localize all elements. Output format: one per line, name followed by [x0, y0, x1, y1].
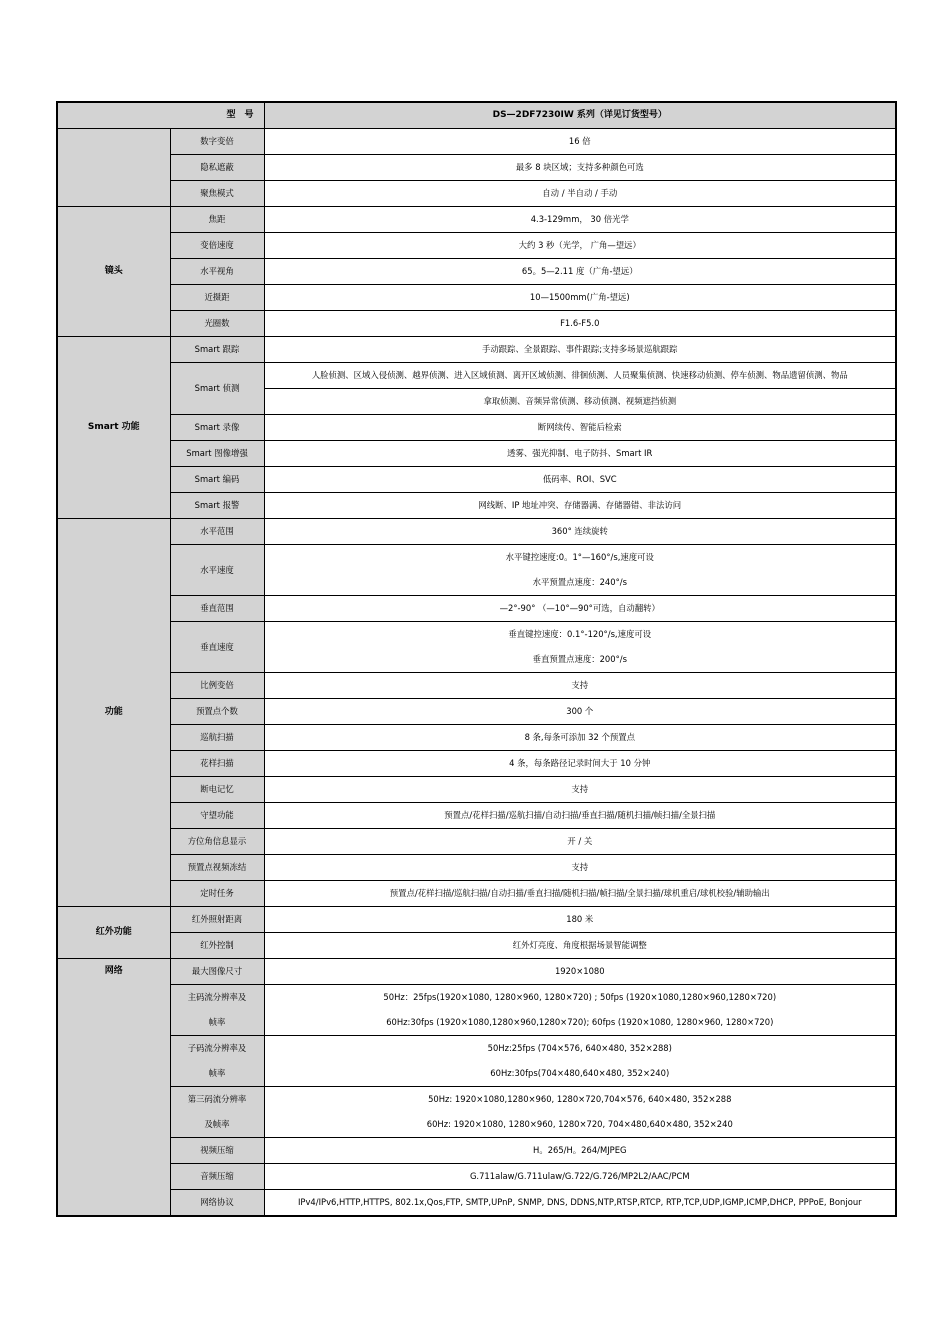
row-label-line2: 帧率 — [170, 1010, 264, 1036]
row-label: 巡航扫描 — [170, 725, 264, 751]
row-value: 透雾、强光抑制、电子防抖、Smart IR — [264, 441, 896, 467]
category-lens-blank — [57, 129, 170, 207]
category-function: 功能 — [57, 519, 170, 907]
table-row — [57, 959, 896, 985]
row-label: 预置点个数 — [170, 699, 264, 725]
row-value: 360° 连续旋转 — [264, 519, 896, 545]
row-value-line2: 60Hz: 1920×1080, 1280×960, 1280×720, 704×480,640×480, 352×240 — [264, 1112, 896, 1138]
model-label: 型 号 — [57, 102, 264, 129]
row-label: 比例变倍 — [170, 673, 264, 699]
row-value-line1: 50Hz: 1920×1080,1280×960, 1280×720,704×576, 640×480, 352×288 — [264, 1087, 896, 1113]
row-label: 水平速度 — [170, 545, 264, 596]
row-value-line2: 拿取侦测、音频异常侦测、移动侦测、视频遮挡侦测 — [264, 389, 896, 415]
spec-table — [56, 101, 897, 1217]
table-row — [57, 545, 896, 571]
row-value-line2: 垂直预置点速度：200°/s — [264, 647, 896, 673]
table-row — [57, 467, 896, 493]
table-row — [57, 1061, 896, 1087]
row-label: 预置点视频冻结 — [170, 855, 264, 881]
table-row — [57, 415, 896, 441]
row-value: 大约 3 秒（光学， 广角—望远） — [264, 233, 896, 259]
row-value: H。265/H。264/MJPEG — [264, 1138, 896, 1164]
row-label: Smart 录像 — [170, 415, 264, 441]
table-row — [57, 829, 896, 855]
category-lens: 镜头 — [57, 207, 170, 337]
model-value: DS—2DF7230IW 系列（详见订货型号） — [264, 102, 896, 129]
table-row — [57, 596, 896, 622]
row-value: IPv4/IPv6,HTTP,HTTPS, 802.1x,Qos,FTP, SMTP,UPnP, SNMP, DNS, DDNS,NTP,RTSP,RTCP, RTP,TCP,UDP,IGMP,ICMP,DHCP, PPPoE, Bonjour — [264, 1190, 896, 1217]
row-value: 支持 — [264, 855, 896, 881]
row-value: 支持 — [264, 777, 896, 803]
table-row — [57, 777, 896, 803]
row-value-line1: 人脸侦测、区域入侵侦测、越界侦测、进入区域侦测、离开区域侦测、徘徊侦测、人员聚集侦测、快速移动侦测、停车侦测、物品遗留侦测、物品 — [264, 363, 896, 389]
row-label: Smart 跟踪 — [170, 337, 264, 363]
row-value: 10—1500mm(广角-望远) — [264, 285, 896, 311]
table-row — [57, 337, 896, 363]
row-label: 水平范围 — [170, 519, 264, 545]
row-value: 自动 / 半自动 / 手动 — [264, 181, 896, 207]
table-row — [57, 259, 896, 285]
row-label: 音频压缩 — [170, 1164, 264, 1190]
table-row — [57, 673, 896, 699]
row-label: 垂直范围 — [170, 596, 264, 622]
table-row — [57, 181, 896, 207]
row-value: G.711alaw/G.711ulaw/G.722/G.726/MP2L2/AAC/PCM — [264, 1164, 896, 1190]
row-value: 低码率、ROI、SVC — [264, 467, 896, 493]
row-value: 180 米 — [264, 907, 896, 933]
table-row — [57, 699, 896, 725]
category-ir: 红外功能 — [57, 907, 170, 959]
row-label: 光圈数 — [170, 311, 264, 337]
row-label: 断电记忆 — [170, 777, 264, 803]
table-row — [57, 933, 896, 959]
row-value: 8 条,每条可添加 32 个预置点 — [264, 725, 896, 751]
row-label: 方位角信息显示 — [170, 829, 264, 855]
row-value: 网线断、IP 地址冲突、存储器满、存储器错、非法访问 — [264, 493, 896, 519]
row-label: Smart 报警 — [170, 493, 264, 519]
row-value-line1: 水平键控速度:0。1°—160°/s,速度可设 — [264, 545, 896, 571]
row-value: 1920×1080 — [264, 959, 896, 985]
row-label-line1: 第三码流分辨率 — [170, 1087, 264, 1113]
category-network: 网络 — [57, 959, 170, 1217]
row-value-line2: 60Hz:30fps(704×480,640×480, 352×240) — [264, 1061, 896, 1087]
table-row — [57, 907, 896, 933]
row-label: 守望功能 — [170, 803, 264, 829]
row-label: Smart 侦测 — [170, 363, 264, 415]
row-label: Smart 图像增强 — [170, 441, 264, 467]
table-row — [57, 493, 896, 519]
table-row — [57, 285, 896, 311]
row-label: 花样扫描 — [170, 751, 264, 777]
table-row — [57, 519, 896, 545]
row-label: 定时任务 — [170, 881, 264, 907]
table-row — [57, 1164, 896, 1190]
table-row — [57, 1036, 896, 1062]
row-value: —2°-90° （—10°—90°可选，自动翻转） — [264, 596, 896, 622]
table-row — [57, 311, 896, 337]
table-row — [57, 129, 896, 155]
table-row — [57, 1190, 896, 1217]
row-label-line2: 帧率 — [170, 1061, 264, 1087]
row-value: F1.6-F5.0 — [264, 311, 896, 337]
row-value: 支持 — [264, 673, 896, 699]
row-label: Smart 编码 — [170, 467, 264, 493]
row-label: 最大图像尺寸 — [170, 959, 264, 985]
row-label-line1: 主码流分辨率及 — [170, 985, 264, 1011]
table-row — [57, 1087, 896, 1113]
table-row — [57, 155, 896, 181]
row-value: 预置点/花样扫描/巡航扫描/自动扫描/垂直扫描/随机扫描/帧扫描/全景扫描 — [264, 803, 896, 829]
row-value-line1: 垂直键控速度：0.1°-120°/s,速度可设 — [264, 622, 896, 648]
row-value: 4 条，每条路径记录时间大于 10 分钟 — [264, 751, 896, 777]
row-label: 垂直速度 — [170, 622, 264, 673]
table-header-row — [57, 102, 896, 129]
row-label-line2: 及帧率 — [170, 1112, 264, 1138]
row-value: 手动跟踪、全景跟踪、事件跟踪;支持多场景巡航跟踪 — [264, 337, 896, 363]
row-label: 变倍速度 — [170, 233, 264, 259]
table-row — [57, 207, 896, 233]
row-value: 16 倍 — [264, 129, 896, 155]
row-label: 隐私遮蔽 — [170, 155, 264, 181]
table-row — [57, 725, 896, 751]
category-smart: Smart 功能 — [57, 337, 170, 519]
table-row — [57, 1112, 896, 1138]
row-value: 4.3-129mm， 30 倍光学 — [264, 207, 896, 233]
table-row — [57, 1138, 896, 1164]
row-value: 预置点/花样扫描/巡航扫描/自动扫描/垂直扫描/随机扫描/帧扫描/全景扫描/球机重启/球机校验/辅助输出 — [264, 881, 896, 907]
row-label: 网络协议 — [170, 1190, 264, 1217]
row-label: 视频压缩 — [170, 1138, 264, 1164]
row-value: 红外灯亮度、角度根据场景智能调整 — [264, 933, 896, 959]
row-value: 最多 8 块区域；支持多种颜色可选 — [264, 155, 896, 181]
row-label: 红外控制 — [170, 933, 264, 959]
row-label: 近摄距 — [170, 285, 264, 311]
row-label: 焦距 — [170, 207, 264, 233]
table-row — [57, 985, 896, 1011]
table-row — [57, 855, 896, 881]
table-row — [57, 881, 896, 907]
row-value: 65。5—2.11 度（广角-望远） — [264, 259, 896, 285]
row-value: 开 / 关 — [264, 829, 896, 855]
table-row — [57, 363, 896, 389]
row-value: 300 个 — [264, 699, 896, 725]
table-row — [57, 803, 896, 829]
row-label: 数字变倍 — [170, 129, 264, 155]
row-value-line1: 50Hz:25fps (704×576, 640×480, 352×288) — [264, 1036, 896, 1062]
row-value: 断网续传、智能后检索 — [264, 415, 896, 441]
row-value-line2: 水平预置点速度：240°/s — [264, 570, 896, 596]
row-label: 聚焦模式 — [170, 181, 264, 207]
row-label-line1: 子码流分辨率及 — [170, 1036, 264, 1062]
row-label: 水平视角 — [170, 259, 264, 285]
table-row — [57, 622, 896, 648]
row-value-line2: 60Hz:30fps (1920×1080,1280×960,1280×720); 60fps (1920×1080, 1280×960, 1280×720) — [264, 1010, 896, 1036]
table-row — [57, 751, 896, 777]
table-row — [57, 1010, 896, 1036]
row-value-line1: 50Hz：25fps(1920×1080, 1280×960, 1280×720) ; 50fps (1920×1080,1280×960,1280×720) — [264, 985, 896, 1011]
table-row — [57, 441, 896, 467]
row-label: 红外照射距离 — [170, 907, 264, 933]
table-row — [57, 233, 896, 259]
